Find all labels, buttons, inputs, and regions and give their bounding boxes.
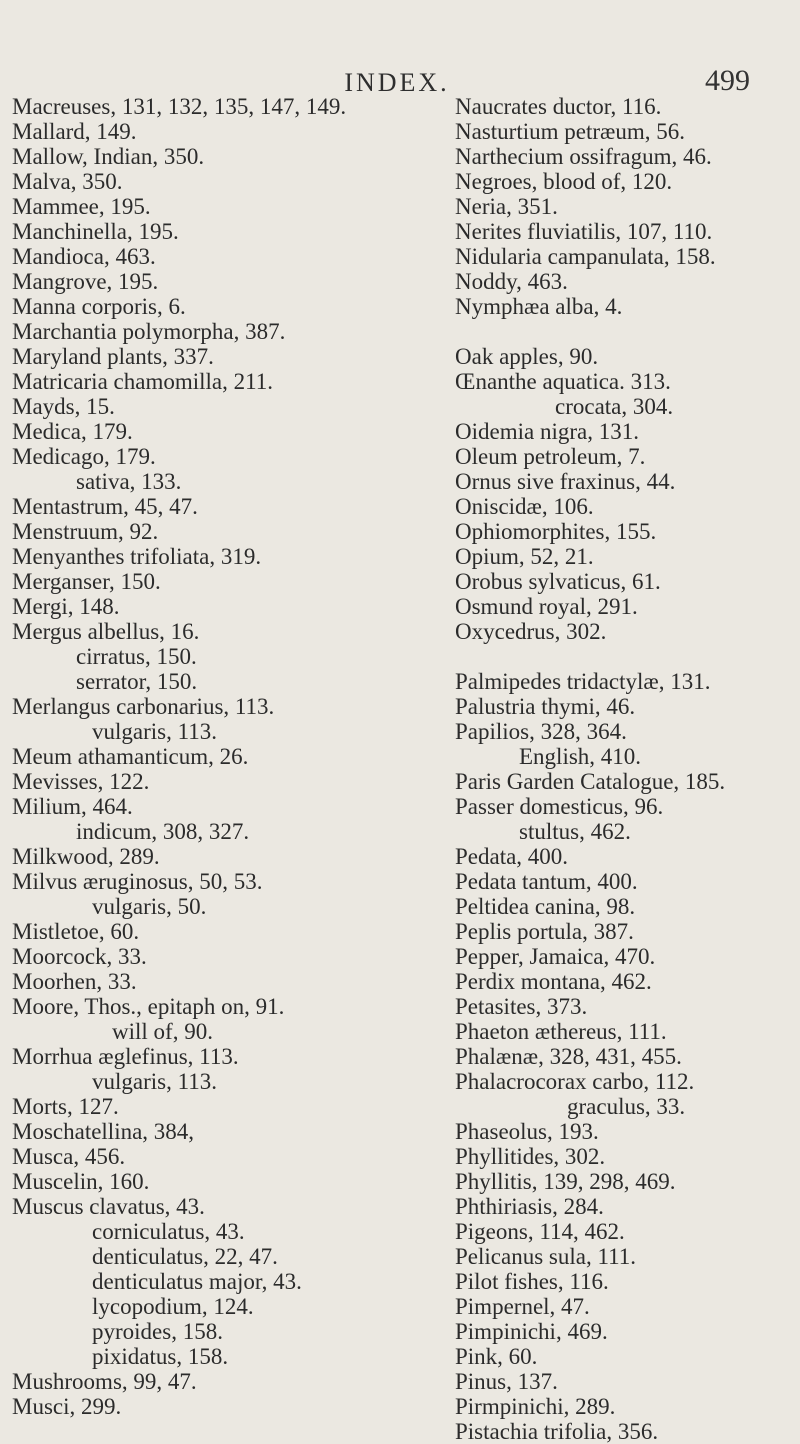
index-entry: Phalænæ, 328, 431, 455. <box>455 1044 682 1069</box>
index-entry: Oxycedrus, 302. <box>455 619 607 644</box>
index-entry: Noddy, 463. <box>455 269 568 294</box>
index-entry: Papilios, 328, 364. <box>455 719 627 744</box>
index-entry: Nerites fluviatilis, 107, 110. <box>455 219 713 244</box>
index-entry: Naucrates ductor, 116. <box>455 94 662 119</box>
index-entry: Oleum petroleum, 7. <box>455 444 646 469</box>
index-entry: Mushrooms, 99, 47. <box>12 1369 197 1394</box>
index-entry: Musci, 299. <box>12 1394 122 1419</box>
index-subentry: cirratus, 150. <box>76 644 197 669</box>
index-entry: Mammee, 195. <box>12 194 151 219</box>
index-entry: Menstruum, 92. <box>12 519 159 544</box>
index-entry: Maryland plants, 337. <box>12 344 214 369</box>
index-entry: Malva, 350. <box>12 169 123 194</box>
index-entry: Mevisses, 122. <box>12 769 150 794</box>
left-column <box>12 94 412 1419</box>
index-entry: Pistachia trifolia, 356. <box>455 1419 659 1444</box>
index-entry: Neria, 351. <box>455 194 558 219</box>
index-subentry: sativa, 133. <box>76 469 182 494</box>
index-entry: Petasites, 373. <box>455 994 588 1019</box>
index-entry: Musca, 456. <box>12 1144 126 1169</box>
index-entry: Pedata tantum, 400. <box>455 869 638 894</box>
index-entry: Mangrove, 195. <box>12 269 159 294</box>
index-subentry: vulgaris, 113. <box>92 719 217 744</box>
index-subentry: pixidatus, 158. <box>92 1344 229 1369</box>
index-entry: Paris Garden Catalogue, 185. <box>455 769 726 794</box>
index-entry: Mayds, 15. <box>12 394 115 419</box>
index-subentry: crocata, 304. <box>555 394 674 419</box>
index-entry: Perdix montana, 462. <box>455 969 652 994</box>
index-entry: Oidemia nigra, 131. <box>455 419 639 444</box>
index-entry: Ophiomorphites, 155. <box>455 519 657 544</box>
index-subentry: denticulatus, 22, 47. <box>92 1244 278 1269</box>
index-entry: Manna corporis, 6. <box>12 294 186 319</box>
index-entry: Macreuses, 131, 132, 135, 147, 149. <box>12 94 347 119</box>
index-subentry: will of, 90. <box>112 1019 213 1044</box>
index-entry: Orobus sylvaticus, 61. <box>455 569 661 594</box>
index-entry: Mandioca, 463. <box>12 244 156 269</box>
index-entry: Phyllitis, 139, 298, 469. <box>455 1169 676 1194</box>
index-subentry: vulgaris, 113. <box>92 1069 217 1094</box>
index-entry: Ornus sive fraxinus, 44. <box>455 469 676 494</box>
index-entry: Pimpernel, 47. <box>455 1294 590 1319</box>
section-gap <box>455 319 800 344</box>
index-entry: Milium, 464. <box>12 794 133 819</box>
index-entry: Pink, 60. <box>455 1344 538 1369</box>
index-entry: Peltidea canina, 98. <box>455 894 636 919</box>
index-entry: Matricaria chamomilla, 211. <box>12 369 273 394</box>
index-entry: Marchantia polymorpha, 387. <box>12 319 286 344</box>
index-entry: Milvus æruginosus, 50, 53. <box>12 869 263 894</box>
index-entry: Nidularia campanulata, 158. <box>455 244 716 269</box>
index-entry: Menyanthes trifoliata, 319. <box>12 544 262 569</box>
page-title: INDEX. <box>344 68 450 97</box>
index-entry: Negroes, blood of, 120. <box>455 169 673 194</box>
index-subentry: lycopodium, 124. <box>92 1294 254 1319</box>
index-entry: Moorcock, 33. <box>12 944 147 969</box>
index-entry: Phaseolus, 193. <box>455 1119 599 1144</box>
index-subentry: English, 410. <box>519 744 642 769</box>
index-entry: Pimpinichi, 469. <box>455 1319 608 1344</box>
index-entry: Pigeons, 114, 462. <box>455 1219 625 1244</box>
page-number: 499 <box>705 64 750 97</box>
index-entry: Moore, Thos., epitaph on, 91. <box>12 994 285 1019</box>
index-entry: Merganser, 150. <box>12 569 161 594</box>
index-entry: Moschatellina, 384, <box>12 1119 195 1144</box>
index-entry: Merlangus carbonarius, 113. <box>12 694 275 719</box>
index-entry: Pinus, 137. <box>455 1369 558 1394</box>
index-entry: Pepper, Jamaica, 470. <box>455 944 656 969</box>
index-entry: Passer domesticus, 96. <box>455 794 664 819</box>
index-entry: Medicago, 179. <box>12 444 156 469</box>
index-subentry: denticulatus major, 43. <box>92 1269 302 1294</box>
index-entry: Mergi, 148. <box>12 594 120 619</box>
index-entry: Milkwood, 289. <box>12 844 160 869</box>
index-entry: Oak apples, 90. <box>455 344 599 369</box>
index-entry: Morrhua æglefinus, 113. <box>12 1044 239 1069</box>
index-entry: Palustria thymi, 46. <box>455 694 636 719</box>
index-entry: Moorhen, 33. <box>12 969 137 994</box>
index-entry: Pirmpinichi, 289. <box>455 1394 616 1419</box>
index-entry: Pilot fishes, 116. <box>455 1269 609 1294</box>
index-entry: Phyllitides, 302. <box>455 1144 606 1169</box>
index-entry: Morts, 127. <box>12 1094 119 1119</box>
index-entry: Mergus albellus, 16. <box>12 619 200 644</box>
index-entry: Muscelin, 160. <box>12 1169 150 1194</box>
index-subentry: stultus, 462. <box>519 819 631 844</box>
index-entry: Palmipedes tridactylæ, 131. <box>455 669 711 694</box>
right-column <box>455 94 800 1444</box>
index-subentry: graculus, 33. <box>567 1094 686 1119</box>
index-entry: Phthiriasis, 284. <box>455 1194 604 1219</box>
index-entry: Mallard, 149. <box>12 119 137 144</box>
index-subentry: corniculatus, 43. <box>92 1219 245 1244</box>
index-entry: Mistletoe, 60. <box>12 919 140 944</box>
index-subentry: vulgaris, 50. <box>92 894 207 919</box>
index-entry: Phaeton æthereus, 111. <box>455 1019 667 1044</box>
index-entry: Peplis portula, 387. <box>455 919 634 944</box>
index-subentry: pyroides, 158. <box>92 1319 223 1344</box>
index-entry: Opium, 52, 21. <box>455 544 594 569</box>
index-entry: Pedata, 400. <box>455 844 569 869</box>
section-gap <box>455 644 800 669</box>
index-entry: Medica, 179. <box>12 419 133 444</box>
index-entry: Manchinella, 195. <box>12 219 179 244</box>
index-entry: Nasturtium petræum, 56. <box>455 119 685 144</box>
index-entry: Mallow, Indian, 350. <box>12 144 205 169</box>
index-entry: Phalacrocorax carbo, 112. <box>455 1069 695 1094</box>
index-entry: Osmund royal, 291. <box>455 594 638 619</box>
index-entry: Mentastrum, 45, 47. <box>12 494 198 519</box>
index-entry: Oniscidæ, 106. <box>455 494 594 519</box>
index-subentry: indicum, 308, 327. <box>76 819 250 844</box>
index-entry: Muscus clavatus, 43. <box>12 1194 205 1219</box>
index-entry: Pelicanus sula, 111. <box>455 1244 636 1269</box>
index-entry: Nymphæa alba, 4. <box>455 294 623 319</box>
index-entry: Narthecium ossifragum, 46. <box>455 144 712 169</box>
index-entry: Meum athamanticum, 26. <box>12 744 249 769</box>
index-subentry: serrator, 150. <box>76 669 198 694</box>
index-entry: Œnanthe aquatica. 313. <box>455 369 671 394</box>
